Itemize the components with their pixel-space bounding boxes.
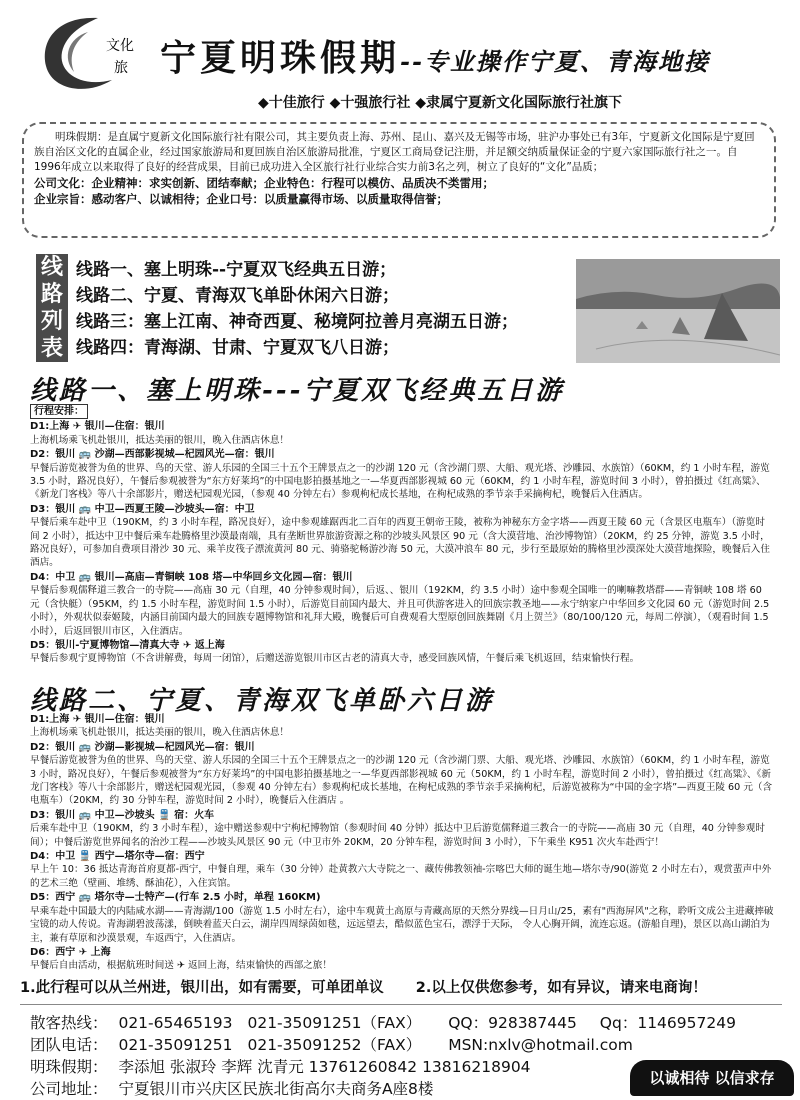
schedule-label: 行程安排： <box>30 404 88 419</box>
staff-list: 李添旭 张淑玲 李辉 沈青元 13761260842 13816218904 <box>118 1058 531 1076</box>
route2-day4-text: 早上午 10：36 抵达青海首府夏都-西宁，中餐自理，乘车（30 分钟）赴黄教六大寺院之一、藏传佛教领袖-宗喀巴大师的诞生地—塔尔寺/90(游览 2 小时左右），观赏蜚声中外的艺术三绝（壁画、堆绣、酥油花），入住宾馆。 <box>30 864 772 889</box>
route2-day2-head: D2：银川 🚌 沙湖—影视城—杞园风光—宿：银川 <box>30 741 255 753</box>
company-address: 宁夏银川市兴庆区民族北街高尔夫商务A座8楼 <box>118 1080 434 1098</box>
divider <box>20 1004 782 1005</box>
route2-itinerary <box>30 712 774 973</box>
team-phone[interactable]: 021-35091251 <box>118 1036 233 1054</box>
affiliations: ◆十佳旅行 ◆十强旅行社 ◆隶属宁夏新文化国际旅行社旗下 <box>258 95 623 111</box>
route-list-tag: 线 路 列 表 <box>36 254 68 362</box>
contact-row-team: 团队电话： 021-35091251 021-35091252（FAX） MSN:nxlv@hotmail.com <box>30 1036 633 1054</box>
route-item-2: 线路二、宁夏、青海双飞单卧休闲六日游； <box>76 286 399 306</box>
route1-title: 线路一、塞上明珠---宁夏双飞经典五日游 <box>30 376 565 406</box>
route2-day1-text: 上海机场乘飞机赴银川，抵达美丽的银川，晚入住酒店休息！ <box>30 727 290 739</box>
notes <box>20 976 780 997</box>
route-item-3: 线路三：塞上江南、神奇西夏、秘境阿拉善月亮湖五日游； <box>76 312 518 332</box>
intro-paragraph: 明珠假期：是直属宁夏新文化国际旅行社有限公司，其主要负责上海、苏州、昆山、嘉兴及无锡等市场，驻沪办事处已有3年，宁夏新文化国际是宁夏回族自治区文化的直属企业，经过国家旅游局和夏回族自治区旅游局批准，宁夏区工商局登记注册，并足额交纳质量保证金的宁夏六家国际旅行社之一。自1996年成立以来取得了良好的经营成果，目前已成功进入全区旅行社行业综合实力前3名之列，树立了良好的“文化”品质； <box>34 131 755 173</box>
route2-day6-text: 早餐后自由活动，根据航班时间送 ✈ 返回上海，结束愉快的西部之旅！ <box>30 960 332 972</box>
hotline-phone[interactable]: 021-65465193 <box>118 1014 233 1032</box>
route1-day1-head: D1:上海 ✈ 银川—住宿：银川 <box>30 421 165 433</box>
route2-day1-head: D1:上海 ✈ 银川—住宿：银川 <box>30 714 165 725</box>
page-subtitle: --专业操作宁夏、青海地接 <box>400 47 710 76</box>
hotline-fax: 021-35091251（FAX） <box>247 1014 422 1032</box>
route1-day5-head: D5：银川-宁夏博物馆—清真大寺 ✈ 返上海 <box>30 639 225 651</box>
route1-day2-text: 早餐后游览被誉为鱼的世界、鸟的天堂、游人乐园的全国三十五个王牌景点之一的沙湖 120 元（含沙湖门票、大船、观光塔、沙雕园、水族馆）（60KM，约 1 小时车程，游览 3.5 小时，路况良好），午餐后参观被誉为“东方好莱坞”的中国电影拍摄基地之一—华夏西部影视城 60 元（60KM，约 1 小时车程，游览时间 3 小时），曾拍摄过《红高粱》、《新龙门客栈》等八十余部影片，赠送杞园观光园，（参观 40 分钟左右）参观枸杞成长基地，在枸杞成熟的季节亲手采摘枸杞，晚餐后入住酒店。 <box>30 462 770 501</box>
msn: MSN:nxlv@hotmail.com <box>448 1036 633 1054</box>
contact-row-hotline: 散客热线： 021-65465193 021-35091251（FAX） QQ：928387445 Qq：1146957249 <box>30 1014 736 1032</box>
company-culture: 公司文化：企业精神：求实创新、团结奉献；企业特色：行程可以模仿、品质决不类雷用； <box>34 176 494 190</box>
route2-day2-text: 早餐后游览被誉为鱼的世界、鸟的天堂、游人乐园的全国三十五个王牌景点之一的沙湖 120 元（含沙湖门票、大船、观光塔、沙雕园、水族馆）（60KM，约 1 小时车程，游览 3 小时，路况良好），午餐后参观被誉为“东方好莱坞”的中国电影拍摄基地之一—华夏西部影视城 60 元（50KM，约 1 小时车程，游览时间 2 小时），曾拍摄过《红高粱》、《新龙门客栈》等八十余部影片，赠送杞园观光园，（参观 40 分钟左右）参观枸杞成长基地，在枸杞成熟的季节亲手采摘枸杞，后游览被称为“中国的金字塔”—西夏王陵 60 元（含电瓶车）（20KM，约 30 分钟车程，游览时间 2 小时），晚餐后入住酒店 。 <box>30 755 773 807</box>
route2-title: 线路二、宁夏、青海双飞单卧六日游 <box>30 686 495 716</box>
route2-day5-text: 早乘车赴中国最大的内陆咸水湖——青海湖/100（游览 1.5 小时左右），途中车观黄土高原与青藏高原的天然分界线—日月山/25，素有"西海屏风"之称，聆听文成公主进藏摔破宝镜的动人传说。青海湖碧波荡漾，倒映着蓝天白云，湖岸四周绿茵如毯，远远望去，酷似蓝色宝石，漂浮于天际， 令人心胸开阔，流连忘返。(游船自理)，景区以高山湖泊为主，兼有草原和沙漠景观，车返西宁，入住酒店。 <box>30 905 774 944</box>
logo-text: 文化 <box>106 38 134 54</box>
qq-2: Qq：1146957249 <box>599 1014 736 1032</box>
route-list <box>36 254 576 362</box>
company-logo <box>28 10 148 96</box>
route1-day3-head: D3：银川 🚌 中卫—西夏王陵—沙坡头—宿：中卫 <box>30 503 255 515</box>
qq-1: QQ：928387445 <box>448 1014 577 1032</box>
route2-day5-head: D5：西宁 🚌 塔尔寺—士特产—(行车 2.5 小时，单程 160KM) <box>30 892 321 904</box>
contact-row-address: 公司地址： 宁夏银川市兴庆区民族北街高尔夫商务A座8楼 <box>30 1080 434 1098</box>
page-title: 宁夏明珠假期--专业操作宁夏、青海地接 <box>160 37 710 79</box>
route1-day4-head: D4：中卫 🚌 银川—高庙—青铜峡 108 塔—中华回乡文化园—宿：银川 <box>30 571 353 583</box>
route2-day4-head: D4：中卫 🚆 西宁—塔尔寺—宿：西宁 <box>30 851 205 863</box>
note-2: 2.以上仅供您参考，如有异议，请来电商询！ <box>415 980 707 996</box>
route2-day6-head: D6：西宁 ✈ 上海 <box>30 946 111 958</box>
header <box>0 0 800 120</box>
route1-day4-text: 早餐后参观儒释道三教合一的寺院——高庙 30 元（自理，40 分钟参观时间），后返、、银川（192KM，约 3.5 小时）途中参观全国唯一的喇嘛教塔群——青铜峡 108 塔 60 元（含快艇）（95KM，约 1.5 小时车程，游览时间 1.5 小时），后游览目前国内最大、并且可供游客进入的回族宗教圣地——永宁纳家户中华回乡文化园 60 元（游览时间 2.5 小时），外观状似泰姬陵，内涵目前国内最大的回族专题博物馆和礼拜大殿，晚餐后可自费观看大型原创回族舞剧《月上贺兰》（80/100/120 元，每周二停演），（观看时间 1.5 小时），后返回银川市区，入住酒店。 <box>30 585 770 637</box>
route2-day3-head: D3：银川 🚌 中卫—沙坡头 🚆 宿：火车 <box>30 809 215 821</box>
route1-day3-text: 早餐后乘车赴中卫（190KM，约 3 小时车程，路况良好），途中参观雄踞西北二百年的西夏王朝帝王陵，被称为神秘东方金字塔——西夏王陵 60 元（含景区电瓶车）（游览时间 2 小时），抵达中卫中餐后乘车赴腾格里沙漠最南端，具有垄断世界旅游资源之称的沙坡头风景区 90 元（含大漠营地、治沙博物馆）（20KM，约 25 分钟，游览 3.5 小时，路况良好），可参加自费项目滑沙 30 元、乘羊皮筏子漂流黄河 80 元、骑骆驼畅游沙海 50 元，大漠冲浪车 80 元，步行至最原始的腾格里沙漠深处大漠营地探险，晚餐后入住酒店。 <box>30 517 770 569</box>
route-item-1: 线路一、塞上明珠--宁夏双飞经典五日游； <box>76 260 397 280</box>
route-item-4: 线路四：青海湖、甘肃、宁夏双飞八日游； <box>76 338 399 358</box>
company-tenet: 企业宗旨：感动客户、以诚相待；企业口号：以质量赢得市场、以质量取得信誉； <box>34 192 448 206</box>
note-1: 1.此行程可以从兰州进，银川出，如有需要，可单团单议 <box>20 980 384 996</box>
route1-day1-text: 上海机场乘飞机赴银川，抵达美丽的银川，晚入住酒店休息！ <box>30 434 290 446</box>
route1-itinerary <box>30 404 774 666</box>
western-xia-tombs-photo <box>576 259 780 363</box>
company-intro-box <box>22 122 776 238</box>
team-fax: 021-35091252（FAX） <box>247 1036 422 1054</box>
slogan-badge: 以诚相待 以信求存 <box>630 1060 794 1096</box>
svg-text:旅: 旅 <box>114 60 128 76</box>
route2-day3-text: 后乘车赴中卫（190KM，约 3 小时车程），途中赠送参观中宁枸杞博物馆（参观时间 40 分钟）抵达中卫后游览儒释道三教合一的寺院——高庙 30 元（自理，40 分钟参观时间）；中餐后游览世界闻名的治沙工程——沙坡头风景区 90 元（中卫市外 20KM，20 分钟车程，游览时间 3 小时），下午乘坐 K951 次火车赴西宁！ <box>30 823 765 848</box>
route1-day2-head: D2：银川 🚌 沙湖—西部影视城—杞园风光—宿：银川 <box>30 449 275 461</box>
route1-day5-text: 早餐后参观宁夏博物馆（不含讲解费，每周一闭馆），后赠送游览银川市区古老的清真大寺，感受回族风情，午餐后乘飞机返回，结束愉快行程。 <box>30 653 640 665</box>
contact-row-staff: 明珠假期： 李添旭 张淑玲 李辉 沈青元 13761260842 13816218904 <box>30 1058 531 1076</box>
